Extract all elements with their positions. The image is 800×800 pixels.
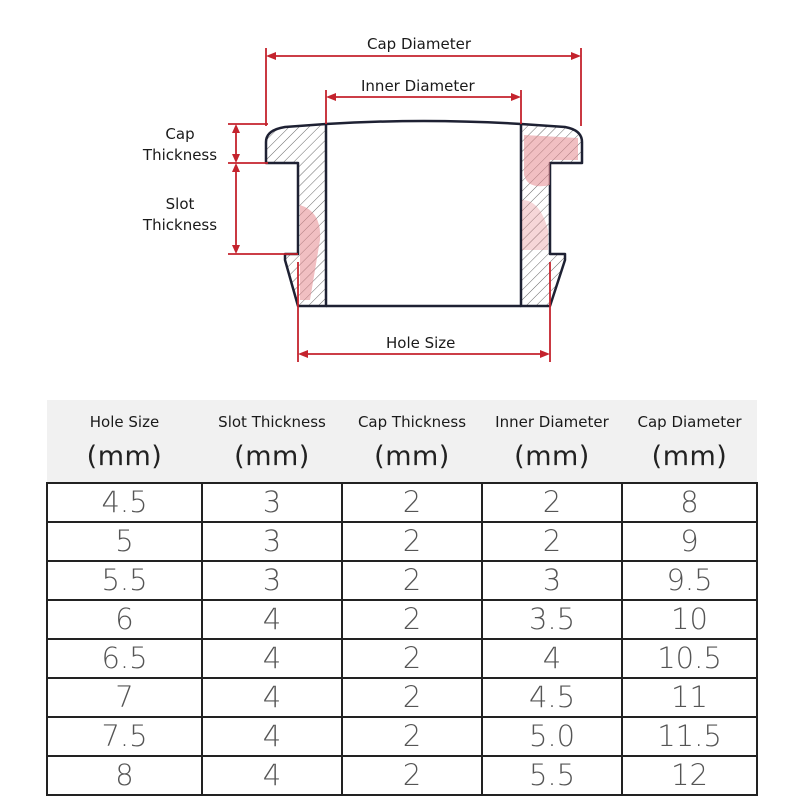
table-cell: 5.5 xyxy=(47,561,202,600)
cap-top-surface xyxy=(326,121,521,124)
hole-size-label: Hole Size xyxy=(382,334,459,352)
slot-thickness-dimension xyxy=(228,163,298,254)
table-cell: 4 xyxy=(202,678,342,717)
table-cell: 12 xyxy=(622,756,757,795)
table-cell: 5 xyxy=(47,522,202,561)
table-row xyxy=(47,522,757,561)
table-row xyxy=(47,756,757,795)
header-unit: (mm) xyxy=(374,441,450,472)
table-cell: 2 xyxy=(342,717,482,756)
header-inner-diameter xyxy=(482,400,622,483)
table-cell: 3.5 xyxy=(482,600,622,639)
table-row xyxy=(47,600,757,639)
inner-diameter-dimension xyxy=(326,90,521,124)
inner-diameter-label: Inner Diameter xyxy=(357,77,479,95)
table-row xyxy=(47,561,757,600)
table-cell: 2 xyxy=(342,483,482,522)
table-row xyxy=(47,717,757,756)
table-cell: 8 xyxy=(47,756,202,795)
header-slot-thickness xyxy=(202,400,342,483)
table-row xyxy=(47,639,757,678)
table-cell: 2 xyxy=(342,639,482,678)
grommet-right-wall xyxy=(521,124,582,306)
table-cell: 2 xyxy=(482,483,622,522)
table-cell: 10 xyxy=(622,600,757,639)
cap-diameter-label: Cap Diameter xyxy=(363,35,475,53)
table-cell: 9.5 xyxy=(622,561,757,600)
header-unit: (mm) xyxy=(234,441,310,472)
header-cap-diameter xyxy=(622,400,757,483)
table-cell: 4.5 xyxy=(47,483,202,522)
cap-thickness-label-line2: Thickness xyxy=(142,146,218,164)
table-cell: 6 xyxy=(47,600,202,639)
slot-thickness-label-line2: Thickness xyxy=(142,216,218,234)
cap-thickness-label-line1: Cap xyxy=(165,125,195,143)
header-hole-size xyxy=(47,400,202,483)
table-cell: 11 xyxy=(622,678,757,717)
header-unit: (mm) xyxy=(651,441,728,472)
table-cell: 3 xyxy=(202,483,342,522)
table-cell: 3 xyxy=(202,522,342,561)
header-name: Slot Thickness xyxy=(218,413,326,431)
table-cell: 5.5 xyxy=(482,756,622,795)
size-spec-table xyxy=(46,400,758,796)
table-row xyxy=(47,483,757,522)
table-cell: 2 xyxy=(482,522,622,561)
table-cell: 4 xyxy=(202,717,342,756)
header-name: Cap Thickness xyxy=(357,413,467,431)
cap-thickness-label xyxy=(130,124,230,166)
header-cap-thickness xyxy=(342,400,482,483)
table-cell: 3 xyxy=(482,561,622,600)
header-name: Inner Diameter xyxy=(495,413,609,431)
table-header-row xyxy=(47,400,757,483)
header-name: Hole Size xyxy=(89,413,160,431)
table-cell: 9 xyxy=(622,522,757,561)
table-cell: 4.5 xyxy=(482,678,622,717)
table-cell: 8 xyxy=(622,483,757,522)
table-cell: 2 xyxy=(342,756,482,795)
table-cell: 4 xyxy=(482,639,622,678)
table-cell: 5.0 xyxy=(482,717,622,756)
table-cell: 10.5 xyxy=(622,639,757,678)
table-cell: 4 xyxy=(202,756,342,795)
table-cell: 4 xyxy=(202,639,342,678)
slot-thickness-label-line1: Slot xyxy=(165,195,195,213)
header-unit: (mm) xyxy=(514,441,590,472)
table-cell: 4 xyxy=(202,600,342,639)
table-cell: 2 xyxy=(342,561,482,600)
table-row xyxy=(47,678,757,717)
table-cell: 11.5 xyxy=(622,717,757,756)
grommet-left-wall xyxy=(266,124,326,306)
table-cell: 6.5 xyxy=(47,639,202,678)
table-cell: 2 xyxy=(342,600,482,639)
header-name: Cap Diameter xyxy=(637,413,742,431)
table-cell: 3 xyxy=(202,561,342,600)
slot-thickness-label xyxy=(130,194,230,236)
table-cell: 2 xyxy=(342,522,482,561)
table-cell: 7 xyxy=(47,678,202,717)
table-cell: 2 xyxy=(342,678,482,717)
table-cell: 7.5 xyxy=(47,717,202,756)
header-unit: (mm) xyxy=(86,441,163,472)
cap-thickness-dimension xyxy=(228,124,268,163)
